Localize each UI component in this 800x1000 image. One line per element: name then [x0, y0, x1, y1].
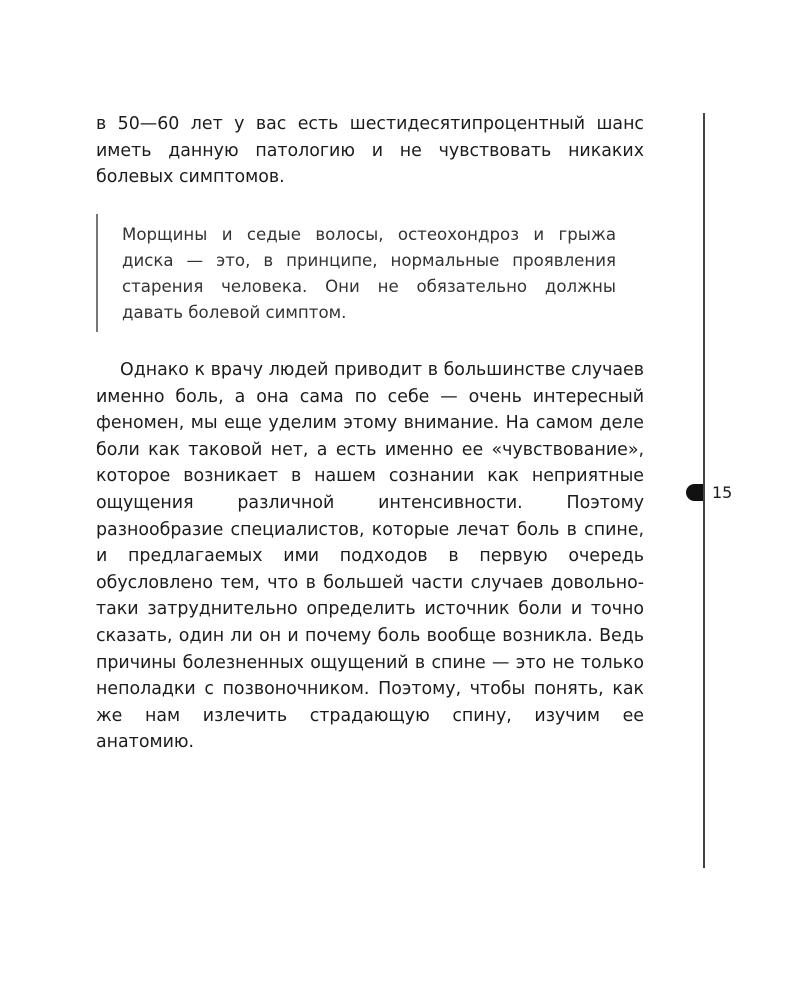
page-number: 15 [708, 482, 736, 504]
page-number-marker [680, 478, 740, 508]
pull-quote-text: Морщины и седые волосы, остеохондроз и грыжа диска — это, в принципе, нормальные проявления старения человека. Они не обязательно должны давать болевой симптом. [122, 225, 616, 322]
pull-quote [96, 214, 618, 332]
paragraph-continuation: в 50—60 лет у вас есть шестидесятипроцентный шанс иметь данную патологию и не чувствовать никаких болевых симптомов. [96, 114, 644, 188]
paragraph-main: Однако к врачу людей приводит в большинстве случаев именно боль, а она сама по себе — очень интересный феномен, мы еще уделим этому внимание. На самом деле боли как таковой нет, а есть именно ее «чувствование», которое возникает в нашем сознании как неприятные ощущения различной интенсивности. Поэтому разнообразие специалистов, которые лечат боль в спине, и предлагаемых ими подходов в первую очередь обусловлено тем, что в большей части случаев довольно-таки затруднительно определить источник боли и точно сказать, один ли он и почему боль вообще возникла. Ведь причины болезненных ощущений в спине — это не только неполадки с позвоночником. Поэтому, чтобы понять, как же нам излечить страдающую спину, изучим ее анатомию. [96, 360, 644, 753]
half-circle-icon [686, 484, 703, 501]
